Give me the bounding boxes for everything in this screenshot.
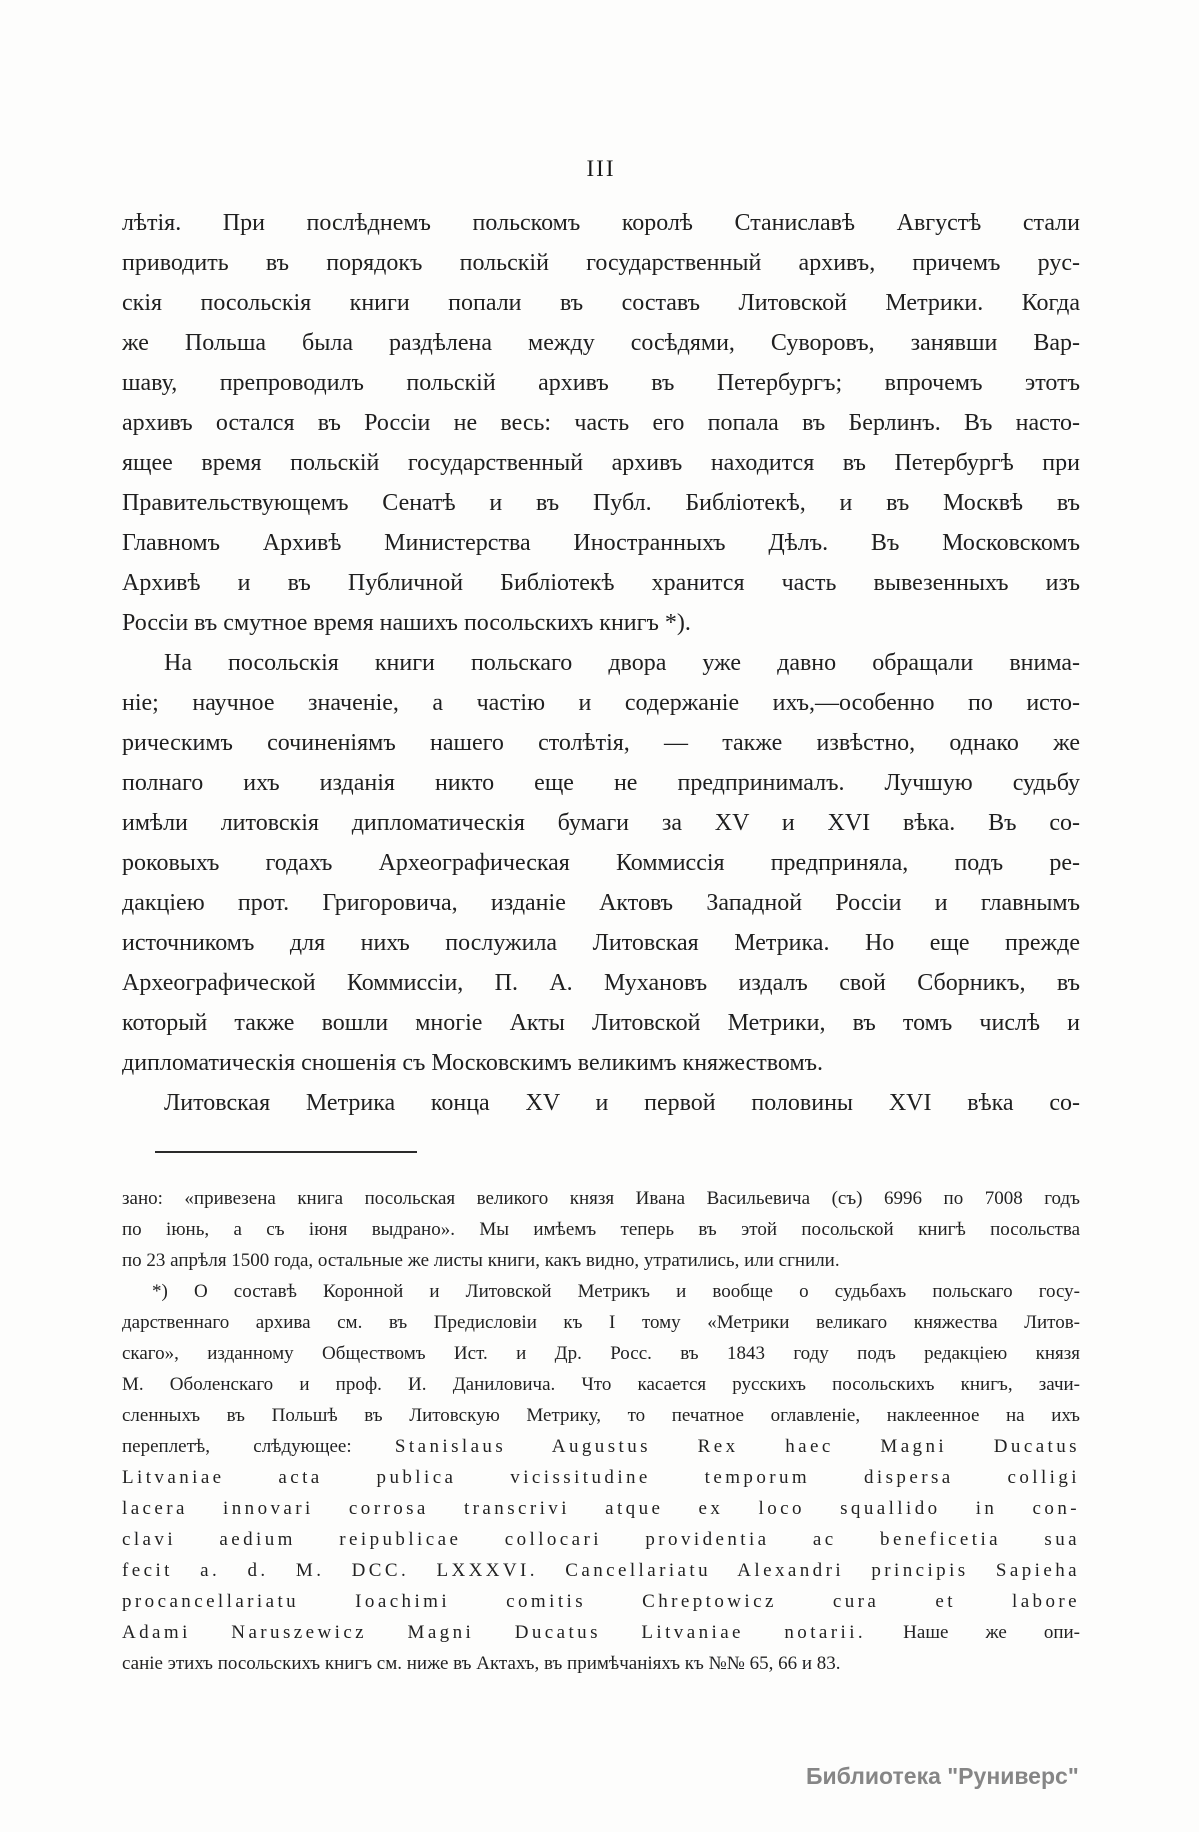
text-segment: по 23 апрѣля 1500 года, остальные же листы книги, какъ видно, утратились, или сгнили. [122, 1250, 840, 1271]
text-segment: зано: «привезена книга посольская великого князя Ивана Васильевича (съ) 6996 по 7008 годъ [122, 1188, 1080, 1209]
text-segment: архивъ остался въ Россіи не весь: часть его попала въ Берлинъ. Въ насто- [122, 410, 1080, 436]
text-line [122, 563, 1080, 603]
text-line [122, 1245, 1080, 1276]
text-segment: *) О составѣ Коронной и Литовской Метрикъ и вообще о судьбахъ польскаго госу- [152, 1281, 1080, 1302]
text-line [122, 1400, 1080, 1431]
text-segment: приводить въ порядокъ польскій государственный архивъ, причемъ рус- [122, 250, 1080, 276]
text-segment: Россіи въ смутное время нашихъ посольскихъ книгъ *). [122, 610, 691, 636]
text-segment: скаго», изданному Обществомъ Ист. и Др. Росс. въ 1843 году подъ редакціею князя [122, 1343, 1080, 1364]
text-line [122, 643, 1080, 683]
text-segment: М. Оболенскаго и проф. И. Даниловича. Что касается русскихъ посольскихъ книгъ, зачи- [122, 1374, 1080, 1395]
latin-letterspaced-text: clavi aedium reipublicae collocari providentia ac beneficetia sua [122, 1529, 1080, 1550]
text-line [122, 1214, 1080, 1245]
text-line [122, 803, 1080, 843]
text-line [122, 1276, 1080, 1307]
latin-letterspaced-text: Stanislaus Augustus Rex haec Magni Ducatus [394, 1436, 1080, 1457]
footnote-separator [155, 1151, 417, 1153]
text-segment: ніе; научное значеніе, а частію и содержаніе ихъ,—особенно по исто- [122, 690, 1080, 716]
text-segment: переплетѣ, слѣдующее: [122, 1436, 395, 1457]
text-line [122, 723, 1080, 763]
text-line [122, 203, 1080, 243]
text-segment: полнаго ихъ изданія никто еще не предпринималъ. Лучшую судьбу [122, 770, 1080, 796]
text-line [122, 1555, 1080, 1586]
text-line [122, 1307, 1080, 1338]
text-line [122, 1083, 1080, 1123]
text-line [122, 843, 1080, 883]
text-segment: источникомъ для нихъ послужила Литовская Метрика. Но еще прежде [122, 930, 1080, 956]
text-segment: На посольскія книги польскаго двора уже давно обращали внима- [164, 650, 1080, 676]
text-line [122, 1369, 1080, 1400]
text-segment: шаву, препроводилъ польскій архивъ въ Петербургъ; впрочемъ этотъ [122, 370, 1080, 396]
text-line [122, 683, 1080, 723]
text-line [122, 483, 1080, 523]
text-line [122, 963, 1080, 1003]
text-segment: дарственнаго архива см. въ Предисловіи къ I тому «Метрики великаго княжества Литов- [122, 1312, 1080, 1333]
watermark: Библиотека "Руниверс" [806, 1763, 1079, 1789]
text-segment: Наше же опи- [866, 1622, 1080, 1643]
page-number: III [586, 156, 616, 181]
text-line [122, 1003, 1080, 1043]
text-line [122, 403, 1080, 443]
latin-letterspaced-text: fecit a. d. M. DCC. LXXXVI. Cancellariatu Alexandri principis Sapieha [122, 1560, 1080, 1581]
text-segment: который также вошли многіе Акты Литовской Метрики, въ томъ числѣ и [122, 1010, 1080, 1036]
text-line [122, 1183, 1080, 1214]
text-segment: лѣтія. При послѣднемъ польскомъ королѣ Станиславѣ Августѣ стали [122, 210, 1080, 236]
latin-letterspaced-text: Adami Naruszewicz Magni Ducatus Litvaniae notarii. [122, 1622, 867, 1643]
text-line [122, 883, 1080, 923]
text-line [122, 1493, 1080, 1524]
text-segment: ящее время польскій государственный архивъ находится въ Петербургѣ при [122, 450, 1080, 476]
text-line [122, 603, 1080, 643]
text-segment: саніе этихъ посольскихъ книгъ см. ниже въ Актахъ, въ примѣчаніяхъ къ №№ 65, 66 и 83. [122, 1653, 841, 1674]
text-line [122, 323, 1080, 363]
text-line [122, 1586, 1080, 1617]
latin-letterspaced-text: Litvaniae acta publica vicissitudine temporum dispersa colligi [122, 1467, 1080, 1488]
text-segment: дакціею прот. Григоровича, изданіе Актовъ Западной Россіи и главнымъ [122, 890, 1080, 916]
footnote-text [122, 1183, 1080, 1679]
text-line [122, 523, 1080, 563]
latin-letterspaced-text: procancellariatu Ioachimi comitis Chreptowicz cura et labore [122, 1591, 1080, 1612]
text-line [122, 283, 1080, 323]
text-segment: дипломатическія сношенія съ Московскимъ великимъ княжествомъ. [122, 1050, 824, 1076]
text-line [122, 1043, 1080, 1083]
latin-letterspaced-text: lacera innovari corrosa transcrivi atque ex loco squallido in con- [122, 1498, 1080, 1519]
text-line [122, 1617, 1080, 1648]
text-segment: имѣли литовскія дипломатическія бумаги за XV и XVI вѣка. Въ со- [122, 810, 1080, 836]
text-line [122, 1462, 1080, 1493]
text-segment: роковыхъ годахъ Археографическая Коммиссія предприняла, подъ ре- [122, 850, 1080, 876]
text-line [122, 1524, 1080, 1555]
text-segment: Архивѣ и въ Публичной Библіотекѣ хранится часть вывезенныхъ изъ [122, 570, 1080, 596]
body-text [122, 203, 1080, 1123]
text-line [122, 1648, 1080, 1679]
text-segment: рическимъ сочиненіямъ нашего столѣтія, — также извѣстно, однако же [122, 730, 1080, 756]
text-segment: Главномъ Архивѣ Министерства Иностранныхъ Дѣлъ. Въ Московскомъ [122, 530, 1080, 556]
text-line [122, 363, 1080, 403]
text-line [122, 763, 1080, 803]
text-line [122, 243, 1080, 283]
text-segment: же Польша была раздѣлена между сосѣдями, Суворовъ, занявши Вар- [122, 330, 1080, 356]
text-line [122, 1338, 1080, 1369]
text-segment: скія посольскія книги попали въ составъ Литовской Метрики. Когда [122, 290, 1080, 316]
text-line [122, 1431, 1080, 1462]
text-segment: по іюнь, а съ іюня выдрано». Мы имѣемъ теперь въ этой посольской книгѣ посольства [122, 1219, 1080, 1240]
text-line [122, 443, 1080, 483]
text-segment: Правительствующемъ Сенатѣ и въ Публ. Библіотекѣ, и въ Москвѣ въ [122, 490, 1080, 516]
text-line [122, 923, 1080, 963]
text-segment: Археографической Коммиссіи, П. А. Мухановъ издалъ свой Сборникъ, въ [122, 970, 1080, 996]
text-segment: сленныхъ въ Польшѣ въ Литовскую Метрику, то печатное оглавленіе, наклеенное на ихъ [122, 1405, 1080, 1426]
text-segment: Литовская Метрика конца XV и первой половины XVI вѣка со- [164, 1090, 1080, 1116]
